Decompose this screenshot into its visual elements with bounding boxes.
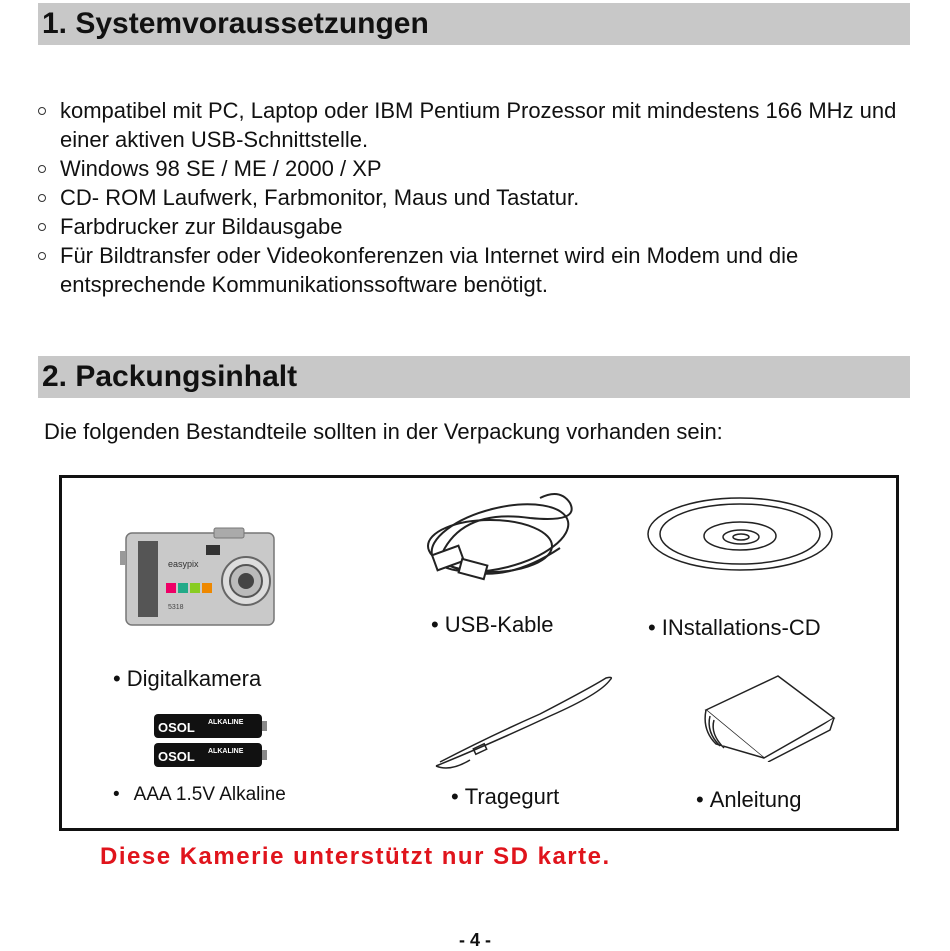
requirements-list — [36, 96, 916, 299]
sd-card-notice: Diese Kamerie unterstützt nur SD karte. — [100, 843, 611, 870]
package-item-cd: • INstallations-CD — [648, 615, 821, 640]
battery-type: ALKALINE — [208, 719, 244, 726]
camera-brand: easypix — [168, 559, 199, 569]
package-item-camera: • Digitalkamera — [113, 666, 262, 691]
camera-model: 5318 — [168, 604, 184, 611]
bullet-icon — [38, 252, 46, 260]
package-item-strap: • Tragegurt — [451, 784, 560, 809]
list-item: Für Bildtransfer oder Videokonferenzen via Internet wird ein Modem und die entsprechende Kommunikationssoftware benötigt. — [36, 241, 916, 299]
camera-icon — [120, 523, 280, 628]
section-title-requirements: 1. Systemvoraussetzungen — [38, 3, 910, 45]
bullet-icon — [38, 107, 46, 115]
list-item: CD- ROM Laufwerk, Farbmonitor, Maus und Tastatur. — [36, 183, 916, 212]
battery-type: ALKALINE — [208, 748, 244, 755]
battery-brand: OSOL — [158, 749, 195, 764]
section-title-package: 2. Packungsinhalt — [38, 356, 910, 398]
package-item-batteries: • AAA 1.5V Alkaline — [113, 784, 286, 805]
cd-icon — [645, 494, 835, 574]
list-item: kompatibel mit PC, Laptop oder IBM Pentium Prozessor mit mindestens 166 MHz und einer aktiven USB-Schnittstelle. — [36, 96, 916, 154]
strap-icon — [430, 674, 616, 774]
list-item: Farbdrucker zur Bildausgabe — [36, 212, 916, 241]
bullet-icon — [38, 223, 46, 231]
package-item-usb: • USB-Kable — [431, 612, 554, 637]
usb-cable-icon — [420, 488, 592, 598]
bullet-icon — [38, 194, 46, 202]
bullet-icon — [38, 165, 46, 173]
page-number: - 4 - — [458, 930, 491, 950]
battery-brand: OSOL — [158, 720, 195, 735]
list-item: Windows 98 SE / ME / 2000 / XP — [36, 154, 916, 183]
package-intro: Die folgenden Bestandteile sollten in der Verpackung vorhanden sein: — [44, 419, 723, 444]
manual-icon — [698, 670, 838, 762]
batteries-icon — [152, 712, 268, 770]
package-item-manual: • Anleitung — [696, 787, 802, 812]
